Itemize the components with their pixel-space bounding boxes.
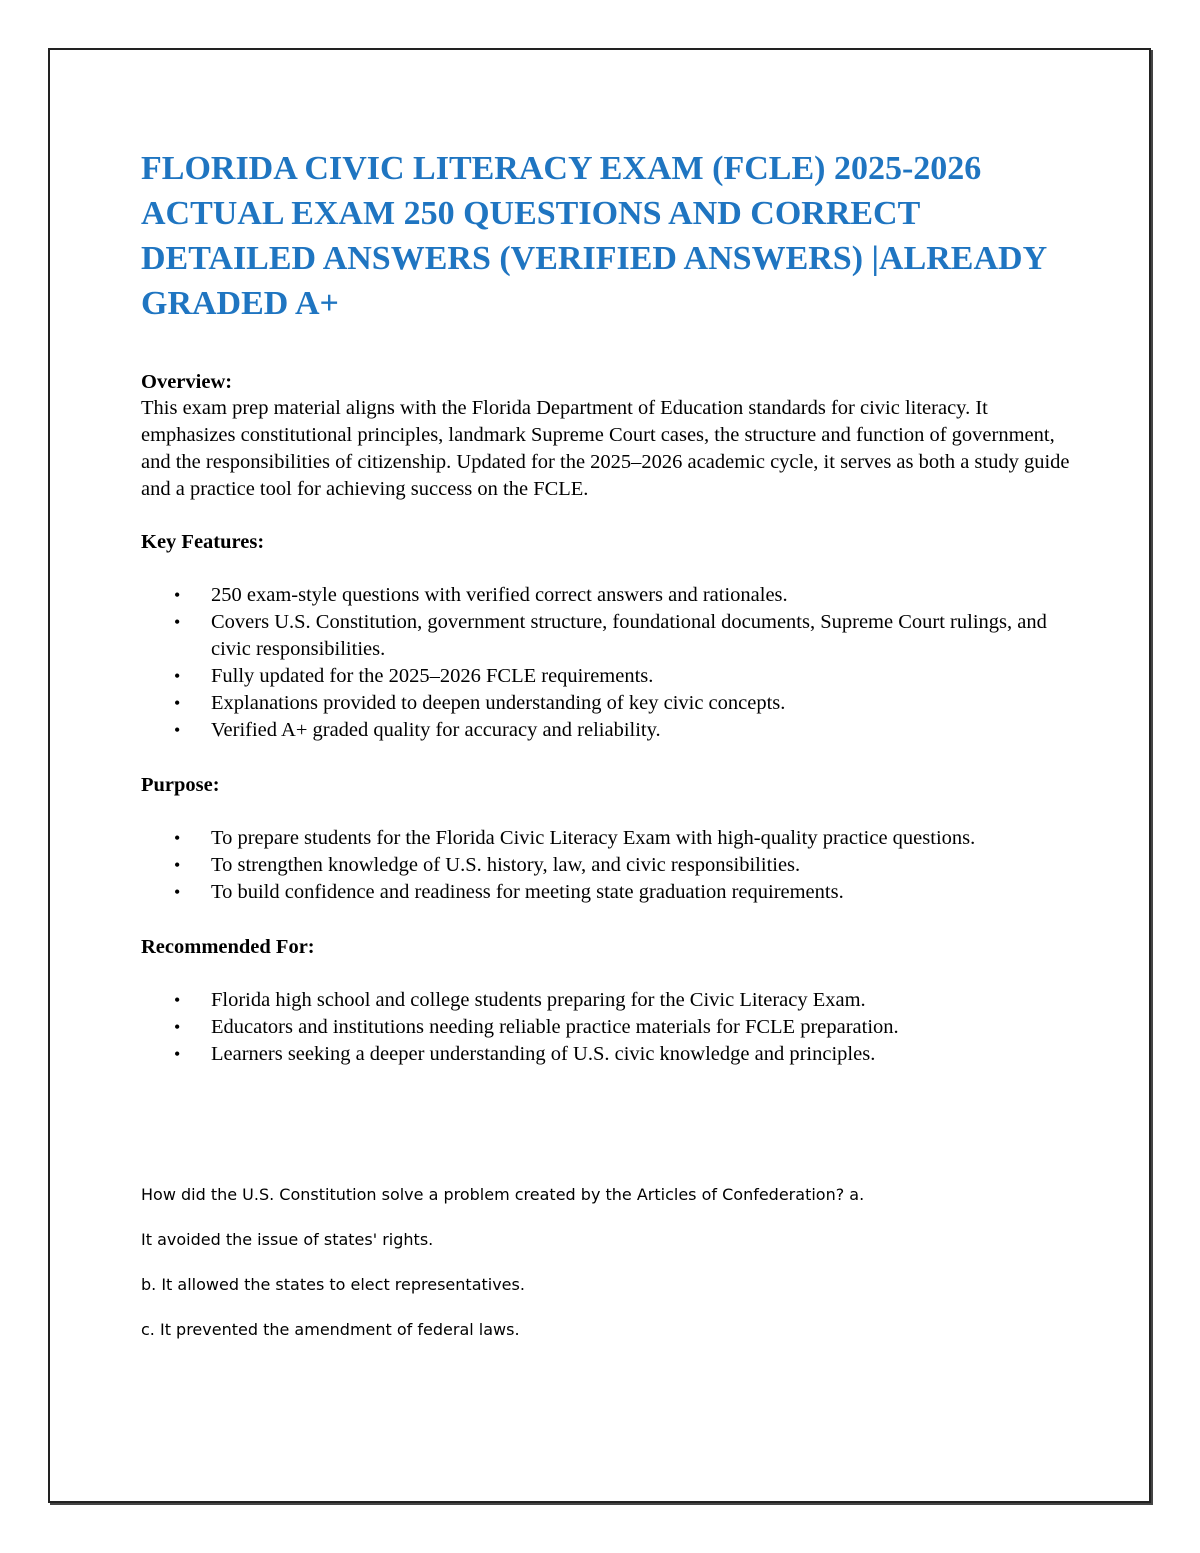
recommended-for-list bbox=[141, 987, 1071, 1068]
answer-option: c. It prevented the amendment of federal laws. bbox=[141, 1320, 520, 1339]
bullet-icon: • bbox=[174, 612, 181, 632]
document-title: FLORIDA CIVIC LITERACY EXAM (FCLE) 2025-2026 ACTUAL EXAM 250 QUESTIONS AND CORRECT DETAILED ANSWERS (VERIFIED ANSWERS) |ALREADY GRADED A+ bbox=[141, 150, 1046, 322]
key-features-list bbox=[141, 582, 1071, 744]
overview-text: This exam prep material aligns with the Florida Department of Education standards for civic literacy. It emphasizes constitutional principles, landmark Supreme Court cases, the structure and function of government, and the responsibilities of citizenship. Updated for the 2025–2026 academic cycle, it serves as both a study guide and a practice tool for achieving success on the FCLE. bbox=[141, 397, 1070, 500]
key-features-heading: Key Features: bbox=[141, 531, 265, 553]
overview-heading: Overview: bbox=[141, 371, 233, 393]
recommended-for-section bbox=[141, 934, 1071, 1068]
list-item: • Fully updated for the 2025–2026 FCLE requirements. bbox=[141, 663, 1071, 690]
question-stem: How did the U.S. Constitution solve a problem created by the Articles of Confederation? a. bbox=[141, 1185, 865, 1204]
overview-section bbox=[141, 369, 1071, 503]
list-item: • To build confidence and readiness for meeting state graduation requirements. bbox=[141, 879, 1071, 906]
bullet-icon: • bbox=[174, 1017, 181, 1037]
key-features-section bbox=[141, 529, 1071, 744]
list-item: • Explanations provided to deepen understanding of key civic concepts. bbox=[141, 690, 1071, 717]
bullet-icon: • bbox=[174, 693, 181, 713]
list-item: • Learners seeking a deeper understanding of U.S. civic knowledge and principles. bbox=[141, 1041, 1071, 1068]
bullet-icon: • bbox=[174, 585, 181, 605]
recommended-for-heading: Recommended For: bbox=[141, 936, 315, 958]
bullet-icon: • bbox=[174, 666, 181, 686]
bullet-icon: • bbox=[174, 990, 181, 1010]
bullet-icon: • bbox=[174, 828, 181, 848]
document-body bbox=[141, 146, 1071, 1068]
bullet-icon: • bbox=[174, 720, 181, 740]
list-item: • To strengthen knowledge of U.S. history, law, and civic responsibilities. bbox=[141, 852, 1071, 879]
question-block bbox=[141, 1183, 1081, 1363]
purpose-section bbox=[141, 772, 1071, 906]
list-item: • Covers U.S. Constitution, government structure, foundational documents, Supreme Court rulings, and civic responsibilities. bbox=[174, 611, 1047, 660]
purpose-heading: Purpose: bbox=[141, 774, 220, 796]
bullet-icon: • bbox=[174, 1044, 181, 1064]
answer-option: b. It allowed the states to elect representatives. bbox=[141, 1275, 525, 1294]
bullet-icon: • bbox=[174, 855, 181, 875]
list-item: • 250 exam-style questions with verified correct answers and rationales. bbox=[141, 582, 1071, 609]
answer-option: It avoided the issue of states' rights. bbox=[141, 1230, 434, 1249]
list-item: • Educators and institutions needing reliable practice materials for FCLE preparation. bbox=[141, 1014, 1071, 1041]
list-item: • Verified A+ graded quality for accuracy and reliability. bbox=[141, 717, 1071, 744]
bullet-icon: • bbox=[174, 882, 181, 902]
list-item: • Florida high school and college students preparing for the Civic Literacy Exam. bbox=[141, 987, 1071, 1014]
list-item: • To prepare students for the Florida Civic Literacy Exam with high-quality practice questions. bbox=[141, 825, 1071, 852]
purpose-list bbox=[141, 825, 1071, 906]
